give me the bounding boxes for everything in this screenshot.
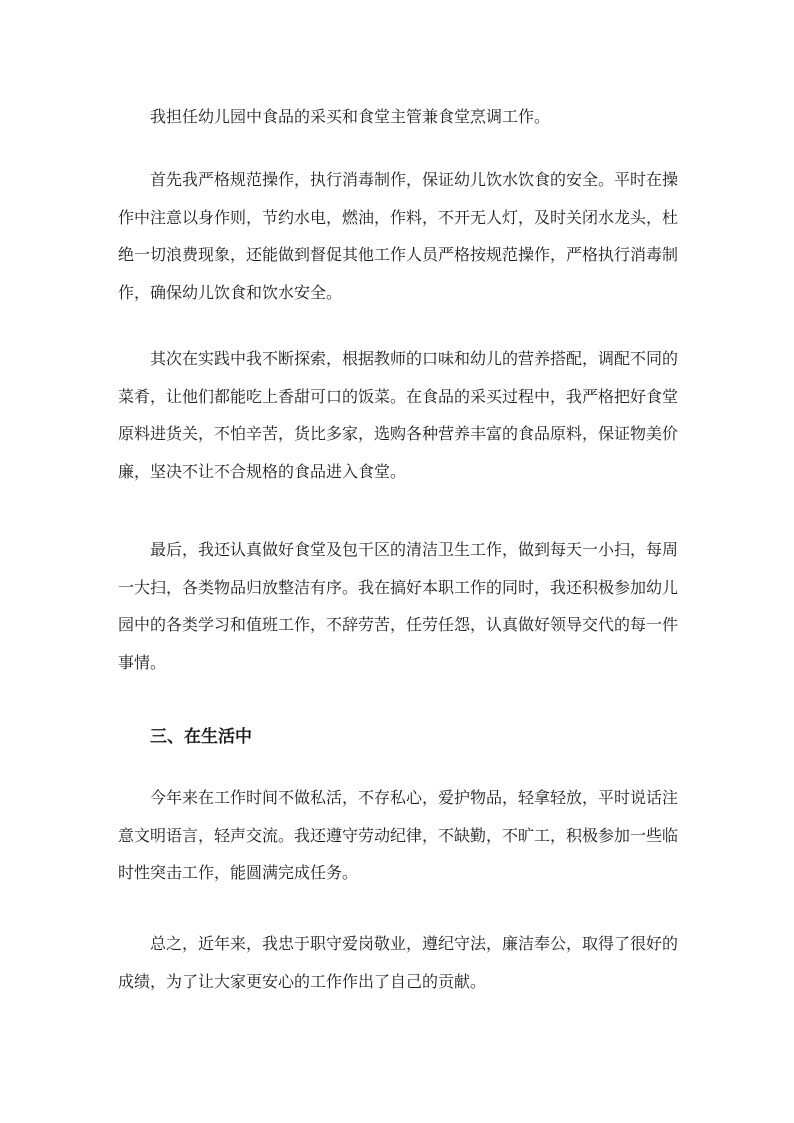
paragraph-exploration: 其次在实践中我不断探索，根据教师的口味和幼儿的营养搭配，调配不同的菜肴，让他们都能吃上香甜可口的饭菜。在食品的采买过程中，我严格把好食堂原料进货关，不怕辛苦，货比多家，选购各种营养丰富的食品原料，保证物美价廉，坚决不让不合规格的食品进入食堂。 [118,349,679,481]
paragraph-cleaning: 最后，我还认真做好食堂及包干区的清洁卫生工作，做到每天一小扫，每周一大扫，各类物品归放整洁有序。我在搞好本职工作的同时，我还积极参加幼儿园中的各类学习和值班工作，不辞劳苦，任劳任怨，认真做好领导交代的每一件事情。 [118,540,679,672]
paragraph-life: 今年来在工作时间不做私活，不存私心，爱护物品，轻拿轻放，平时说话注意文明语言，轻声交流。我还遵守劳动纪律，不缺勤，不旷工，积极参加一些临时性突击工作，能圆满完成任务。 [118,788,679,882]
paragraph-safety: 首先我严格规范操作，执行消毒制作，保证幼儿饮水饮食的安全。平时在操作中注意以身作则，节约水电，燃油，作料，不开无人灯，及时关闭水龙头，杜绝一切浪费现象，还能做到督促其他工作人员严格按规范操作，严格执行消毒制作，确保幼儿饮食和饮水安全。 [118,170,679,302]
paragraph-intro: 我担任幼儿园中食品的采买和食堂主管兼食堂烹调工作。 [150,107,551,126]
paragraph-summary: 总之，近年来，我忠于职守爱岗敬业，遵纪守法，廉洁奉公，取得了很好的成绩，为了让大家更安心的工作作出了自己的贡献。 [118,934,679,991]
section-heading: 三、在生活中 [150,727,252,747]
